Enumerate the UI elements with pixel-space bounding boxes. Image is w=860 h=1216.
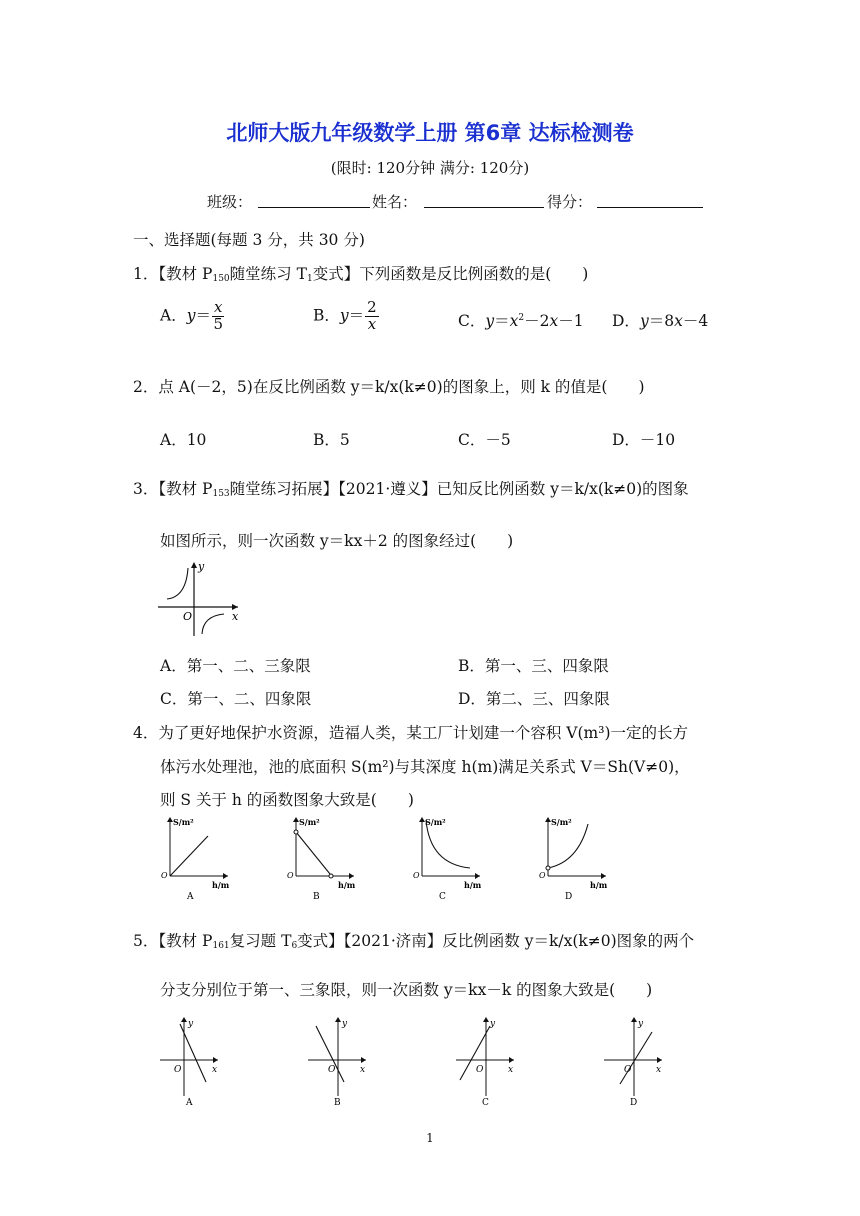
q1-option-d: D．y＝8x－4 (612, 312, 709, 330)
svg-text:y: y (342, 1019, 348, 1029)
q2-option-c: C．－5 (458, 431, 511, 449)
q5-graph-a (160, 1017, 218, 1108)
svg-text:y: y (198, 560, 205, 573)
svg-text:D: D (565, 892, 573, 902)
time-limit: (限时: 120分钟 满分: 120分) (330, 159, 530, 177)
svg-text:h/m: h/m (464, 880, 482, 890)
svg-text:S/m²: S/m² (425, 817, 446, 827)
svg-text:S/m²: S/m² (299, 817, 320, 827)
svg-text:S/m²: S/m² (173, 817, 194, 827)
svg-text:y: y (638, 1019, 644, 1029)
name-field[interactable] (424, 191, 544, 208)
svg-text:O: O (183, 610, 193, 623)
page-title: 北师大版九年级数学上册 第6章 达标检测卷 (226, 121, 634, 145)
q4-graphs (150, 812, 620, 904)
q5-graphs (150, 1012, 670, 1110)
score-field[interactable] (597, 191, 703, 208)
q3-option-a: A．第一、二、三象限 (160, 657, 311, 675)
svg-text:O: O (174, 1065, 182, 1075)
svg-text:x: x (656, 1065, 662, 1075)
question-1: 1．【教材 $P_{150}$随堂练习 $T_1$变式】下列函数是反比例函数的是( ) (133, 265, 589, 284)
q3-option-d: D．第二、三、四象限 (458, 690, 610, 708)
svg-text:B: B (334, 1098, 341, 1108)
question-4: 4．为了更好地保护水资源，造福人类，某工厂计划建一个容积 V(m³)一定的长方 (133, 724, 689, 742)
svg-text:O: O (413, 871, 420, 880)
question-5-line2: 分支分别位于第一、三象限，则一次函数 y＝kx－k 的图象大致是( ) (160, 981, 653, 999)
svg-text:A: A (187, 892, 194, 902)
svg-text:x: x (360, 1065, 366, 1075)
q2-option-b: B．5 (313, 431, 350, 449)
svg-text:y: y (188, 1019, 194, 1029)
q4-graph-d (539, 817, 608, 902)
svg-text:C: C (439, 892, 446, 902)
q5-graph-d (604, 1017, 662, 1108)
q5-graph-b (308, 1017, 366, 1108)
svg-text:h/m: h/m (590, 880, 608, 890)
question-3: 3．【教材 $P_{153}$随堂练习拓展】【2021·遵义】已知反比例函数 y＝k/x(k≠0)的图象 (133, 480, 689, 499)
q4-graph-c (413, 817, 482, 902)
class-field[interactable] (258, 191, 370, 208)
question-4-line3: 则 S 关于 h 的函数图象大致是( ) (160, 791, 414, 809)
q1-option-b: B．y＝ $\frac{2}{x}$ (313, 298, 377, 333)
score-label: 得分： (547, 193, 593, 211)
section-heading: 一、选择题(每题 3 分，共 30 分) (133, 231, 365, 249)
svg-text:x: x (232, 610, 239, 623)
q3-option-b: B．第一、三、四象限 (458, 657, 609, 675)
svg-text:h/m: h/m (338, 880, 356, 890)
svg-text:A: A (186, 1098, 193, 1108)
question-2: 2．点 A(－2，5)在反比例函数 y＝k/x(k≠0)的图象上，则 k 的值是( ) (133, 378, 645, 396)
class-label: 班级： (207, 193, 253, 211)
q1-option-c: C．$y=x^2-2x-1$ (458, 312, 584, 330)
q4-graph-a (161, 817, 230, 902)
svg-text:O: O (624, 1065, 632, 1075)
svg-text:x: x (212, 1065, 218, 1075)
svg-text:D: D (630, 1098, 638, 1108)
page-number: 1 (426, 1131, 434, 1145)
svg-text:C: C (482, 1098, 489, 1108)
question-5: 5．【教材 $P_{161}$复习题 $T_6$变式】【2021·济南】反比例函数 y＝k/x(k≠0)图象的两个 (133, 932, 695, 951)
svg-text:B: B (313, 892, 320, 902)
svg-text:O: O (476, 1065, 484, 1075)
name-label: 姓名： (372, 193, 418, 211)
q2-option-a: A．10 (160, 431, 207, 449)
svg-text:h/m: h/m (212, 880, 230, 890)
q2-option-d: D．－10 (612, 431, 676, 449)
svg-text:x: x (508, 1065, 514, 1075)
svg-text:O: O (287, 871, 294, 880)
q5-graph-c (456, 1017, 514, 1108)
question-3-line2: 如图所示，则一次函数 y＝kx＋2 的图象经过( ) (160, 532, 514, 550)
q4-graph-b (287, 817, 356, 902)
q3-option-c: C．第一、二、四象限 (160, 690, 312, 708)
svg-text:O: O (539, 871, 546, 880)
svg-text:O: O (328, 1065, 336, 1075)
svg-text:O: O (161, 871, 168, 880)
question-4-line2: 体污水处理池，池的底面积 S(m²)与其深度 h(m)满足关系式 V＝Sh(V≠0)， (160, 758, 690, 776)
svg-text:y: y (490, 1019, 496, 1029)
q3-hyperbola-graph (150, 558, 245, 640)
q1-option-a: A．y＝ $\frac{x}{5}$ (160, 298, 223, 333)
svg-text:S/m²: S/m² (551, 817, 572, 827)
